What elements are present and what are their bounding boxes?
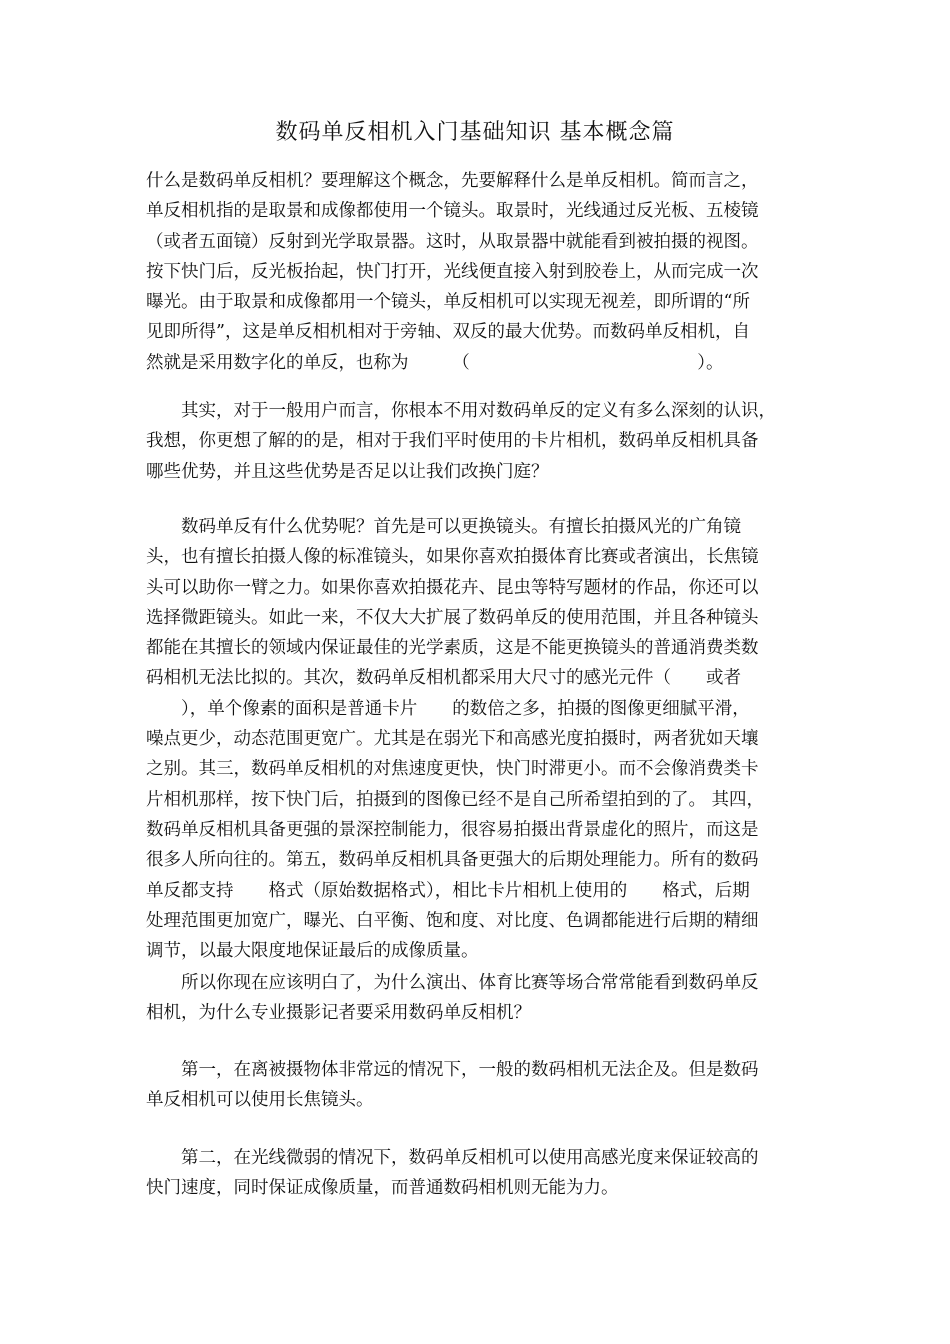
text-line: 码相机无法比拟的。其次，数码单反相机都采用大尺寸的感光元件（ 或者 [146,668,741,689]
text-line: （或者五面镜）反射到光学取景器。这时，从取景器中就能看到被拍摄的视图。 [146,231,759,252]
paragraph-intro [146,166,806,378]
text-line: 按下快门后，反光板抬起，快门打开，光线便直接入射到胶卷上，从而完成一次 [146,261,759,282]
text-line: 什么是数码单反相机？要理解这个概念，先要解释什么是单反相机。简而言之， [146,171,759,191]
text-line: 第二，在光线微弱的情况下，数码单反相机可以使用高感光度来保证较高的 [146,1148,759,1168]
text-line: 相机，为什么专业摄影记者要采用数码单反相机？ [146,1003,531,1024]
text-line: 单反相机指的是取景和成像都使用一个镜头。取景时，光线通过反光板、五棱镜 [146,201,759,222]
text-line: 快门速度，同时保证成像质量，而普通数码相机则无能为力。 [146,1178,619,1199]
text-line: 数码单反有什么优势呢？首先是可以更换镜头。有擅长拍摄风光的广角镜 [146,517,741,537]
text-line: 哪些优势，并且这些优势是否足以让我们改换门庭？ [146,461,549,482]
text-line: 数码单反相机具备更强的景深控制能力，很容易拍摄出背景虚化的照片，而这是 [146,819,759,840]
text-line: 很多人所向往的。第五，数码单反相机具备更强大的后期处理能力。所有的数码 [146,850,759,871]
paragraph-user-view [146,396,806,487]
text-line: 第一，在离被摄物体非常远的情况下，一般的数码相机无法企及。但是数码 [146,1060,759,1080]
paragraph-point-one [146,1055,806,1116]
text-line: 曝光。由于取景和成像都用一个镜头，单反相机可以实现无视差，即所谓的“所 [146,292,750,313]
text-line: 头可以助你一臂之力。如果你喜欢拍摄花卉、昆虫等特写题材的作品，你还可以 [146,577,759,598]
document-title: 数码单反相机入门基础知识 基本概念篇 [275,120,675,145]
text-line: 我想，你更想了解的的是，相对于我们平时使用的卡片相机，数码单反相机具备 [146,431,759,452]
paragraph-conclusion [146,968,806,1029]
paragraph-point-two [146,1143,806,1204]
text-line: 调节，以最大限度地保证最后的成像质量。 [146,941,479,962]
text-line: 选择微距镜头。如此一来，不仅大大扩展了数码单反的使用范围，并且各种镜头 [146,607,759,628]
text-line: 噪点更少，动态范围更宽广。尤其是在弱光下和高感光度拍摄时，两者犹如天壤 [146,729,759,750]
text-line: ），单个像素的面积是普通卡片 的数倍之多，拍摄的图像更细腻平滑， [146,698,750,719]
text-line: 单反相机可以使用长焦镜头。 [146,1090,374,1111]
text-line: 所以你现在应该明白了，为什么演出、体育比赛等场合常常能看到数码单反 [146,973,759,993]
text-line: 见即所得”，这是单反相机相对于旁轴、双反的最大优势。而数码单反相机，自 [146,322,750,343]
text-line: 然就是采用数字化的单反，也称为 （ ）。 [146,352,724,373]
text-line: 处理范围更加宽广，曝光、白平衡、饱和度、对比度、色调都能进行后期的精细 [146,910,759,931]
text-line: 片相机那样，按下快门后，拍摄到的图像已经不是自己所希望拍到的了。 其四， [146,789,765,810]
paragraph-advantages [146,512,806,966]
text-line: 之别。其三，数码单反相机的对焦速度更快，快门时滞更小。而不会像消费类卡 [146,759,759,780]
text-line: 其实，对于一般用户而言，你根本不用对数码单反的定义有多么深刻的认识， [146,401,776,421]
text-line: 单反都支持 格式（原始数据格式），相比卡片相机上使用的 格式，后期 [146,880,750,901]
text-line: 头，也有擅长拍摄人像的标准镜头，如果你喜欢拍摄体育比赛或者演出，长焦镜 [146,547,759,568]
text-line: 都能在其擅长的领域内保证最佳的光学素质，这是不能更换镜头的普通消费类数 [146,638,759,659]
